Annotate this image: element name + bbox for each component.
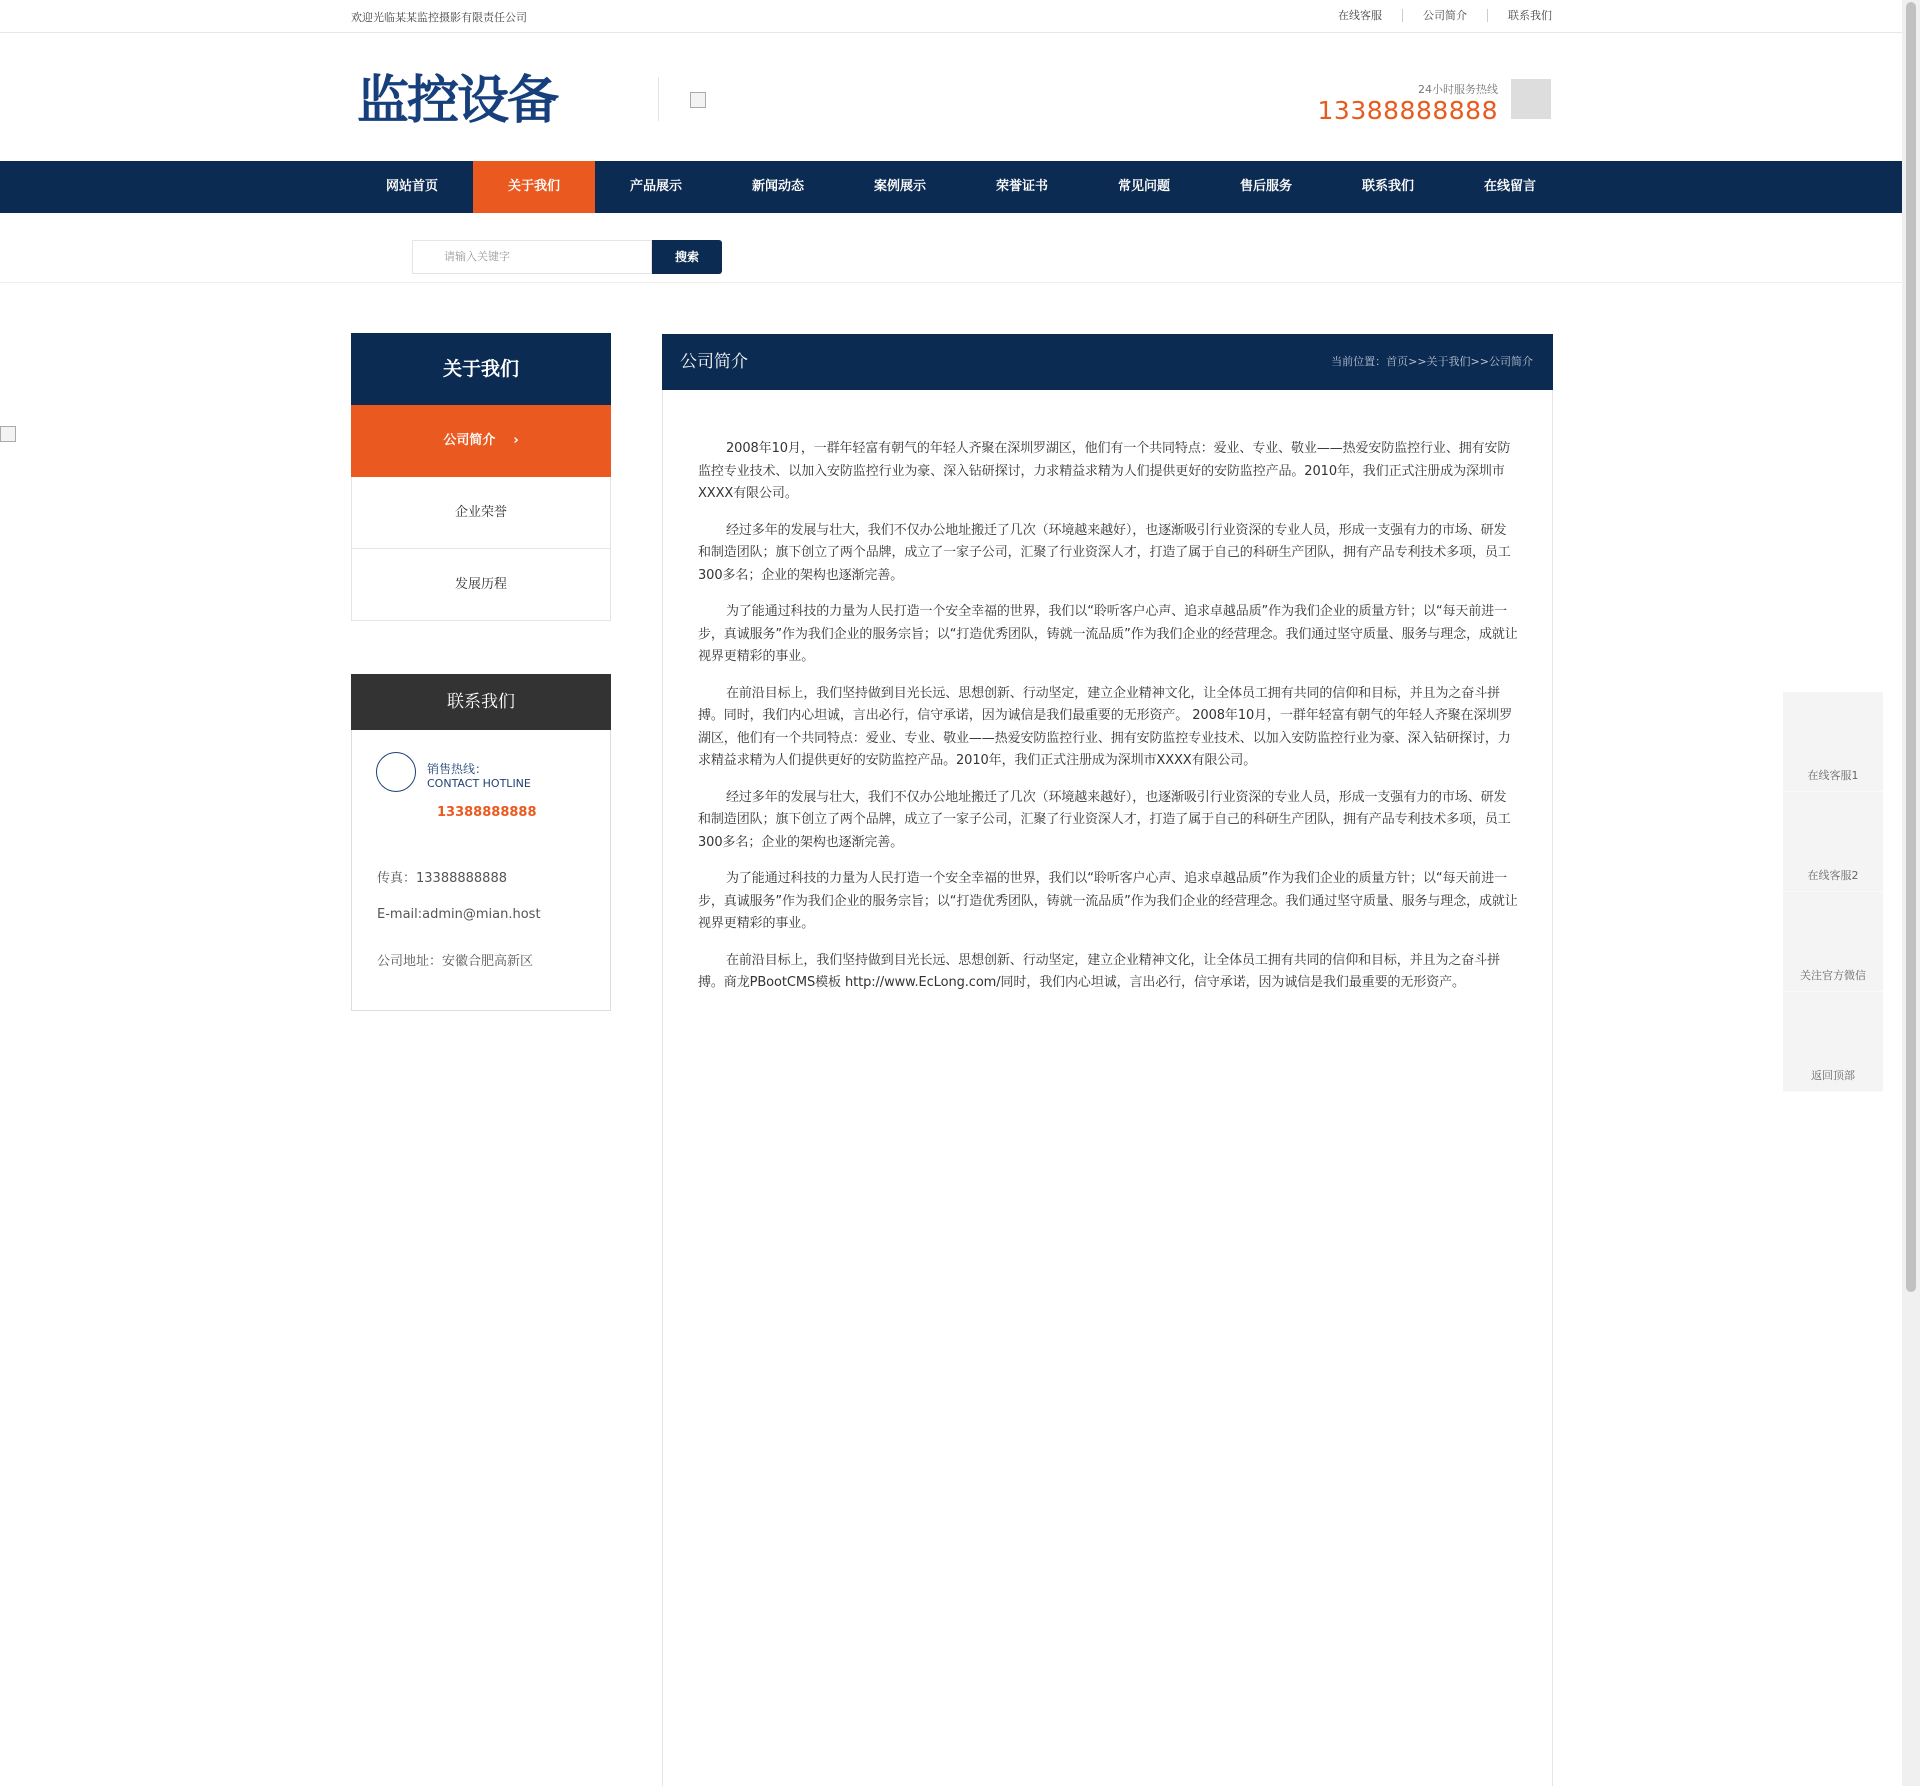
page-title: 公司简介 xyxy=(680,352,748,372)
float-label: 关注官方微信 xyxy=(1800,969,1866,982)
phone-icon xyxy=(1511,79,1551,119)
top-link-contact[interactable]: 联系我们 xyxy=(1487,9,1552,22)
article-paragraph: 为了能通过科技的力量为人民打造一个安全幸福的世界，我们以“聆听客户心声、追求卓越品质”作为我们企业的质量方针；以“每天前进一步，真诚服务”作为我们企业的服务宗旨；以“打造优秀团队，铸就一流品质”作为我们企业的经营理念。我们通过坚守质量、服务与理念，成就让视界更精彩的事业。 xyxy=(698,871,1518,931)
nav-faq[interactable]: 常见问题 xyxy=(1117,179,1170,194)
article-paragraph-last xyxy=(698,950,1518,995)
main-content xyxy=(662,334,1553,1786)
nav-news[interactable]: 新闻动态 xyxy=(751,179,804,194)
float-back-to-top[interactable] xyxy=(1783,992,1883,1092)
article-link[interactable]: http://www.EcLong.com/ xyxy=(844,975,1001,990)
last-paragraph-before: 在前沿目标上，我们坚持做到目光长远、思想创新、行动坚定，建立企业精神文化，让全体员工拥有共同的信仰和目标，并且为之奋斗拼搏。商龙PBootCMS模板 xyxy=(698,952,1501,990)
breadcrumb: 当前位置：首页>>关于我们>>公司简介 xyxy=(1331,355,1533,368)
header xyxy=(0,33,1902,161)
email-line: E-mail:admin@mian.host xyxy=(377,907,541,922)
logo-divider xyxy=(658,77,659,121)
content-header xyxy=(662,334,1553,390)
article-paragraph: 经过多年的发展与壮大，我们不仅办公地址搬迁了几次（环境越来越好），也逐渐吸引行业资深的专业人员，形成一支强有力的市场、研发和制造团队；旗下创立了两个品牌，成立了一家子公司，汇聚了行业资深人才，打造了属于自己的科研生产团队，拥有产品专利技术多项，员工300多名；企业的架构也逐渐完善。 xyxy=(698,789,1511,850)
side-menu-title: 关于我们 xyxy=(351,333,611,405)
side-item-honors[interactable]: 企业荣誉 xyxy=(351,477,611,549)
float-label: 在线客服2 xyxy=(1807,869,1859,882)
float-label: 在线客服1 xyxy=(1807,769,1859,782)
nav-about[interactable]: 关于我们 xyxy=(473,161,595,213)
side-item-label: 公司简介 xyxy=(443,433,496,448)
article xyxy=(698,438,1518,1009)
nav-honors[interactable]: 荣誉证书 xyxy=(995,179,1048,194)
article-paragraph: 经过多年的发展与壮大，我们不仅办公地址搬迁了几次（环境越来越好），也逐渐吸引行业资深的专业人员，形成一支强有力的市场、研发和制造团队；旗下创立了两个品牌，成立了一家子公司，汇聚了行业资深人才，打造了属于自己的科研生产团队，拥有产品专利技术多项，员工300多名；企业的架构也逐渐完善。 xyxy=(698,522,1511,583)
floating-bar xyxy=(1783,692,1883,1092)
scrollbar-track[interactable] xyxy=(1902,0,1920,1786)
main-nav xyxy=(0,161,1902,213)
contact-title: 联系我们 xyxy=(351,674,611,730)
side-item-history[interactable]: 发展历程 xyxy=(351,549,611,621)
float-online-service-1[interactable] xyxy=(1783,692,1883,792)
scrollbar-thumb[interactable] xyxy=(1906,2,1916,1292)
nav-home[interactable]: 网站首页 xyxy=(385,179,438,194)
float-wechat[interactable] xyxy=(1783,892,1883,992)
search-input[interactable]: 请输入关键字 xyxy=(412,240,652,274)
float-label: 返回顶部 xyxy=(1811,1069,1855,1082)
top-bar xyxy=(0,0,1902,33)
phone-circle-icon xyxy=(376,752,416,792)
top-link-online-service[interactable]: 在线客服 xyxy=(1338,9,1382,22)
search-button[interactable]: 搜索 xyxy=(652,240,722,274)
fax-line: 传真：13388888888 xyxy=(377,871,507,886)
search-area xyxy=(0,213,1902,283)
broken-image-icon xyxy=(690,92,706,108)
top-links xyxy=(1318,9,1552,22)
article-paragraph: 为了能通过科技的力量为人民打造一个安全幸福的世界，我们以“聆听客户心声、追求卓越品质”作为我们企业的质量方针；以“每天前进一步，真诚服务”作为我们企业的服务宗旨；以“打造优秀团队，铸就一流品质”作为我们企业的经营理念。我们通过坚守质量、服务与理念，成就让视界更精彩的事业。 xyxy=(698,604,1518,664)
last-paragraph-after: 同时，我们内心坦诚，言出必行，信守承诺，因为诚信是我们最重要的无形资产。 xyxy=(1000,975,1465,990)
sales-number: 13388888888 xyxy=(437,805,537,820)
float-online-service-2[interactable] xyxy=(1783,792,1883,892)
article-paragraph: 2008年10月，一群年轻富有朝气的年轻人齐聚在深圳罗湖区，他们有一个共同特点：爱业、专业、敬业——热爱安防监控行业、拥有安防监控专业技术、以加入安防监控行业为豪、深入钻研探讨，力求精益求精为人们提供更好的安防监控产品。2010年，我们正式注册成为深圳市XXXX有限公司。 xyxy=(698,441,1511,501)
top-link-company-intro[interactable]: 公司简介 xyxy=(1402,9,1487,22)
hotline xyxy=(1318,81,1498,125)
article-paragraph: 在前沿目标上，我们坚持做到目光长远、思想创新、行动坚定，建立企业精神文化，让全体员工拥有共同的信仰和目标，并且为之奋斗拼搏。同时，我们内心坦诚，言出必行，信守承诺，因为诚信是我们最重要的无形资产。 2008年10月，一群年轻富有朝气的年轻人齐聚在深圳罗湖区，他们有一个共同特点：爱业、专业、敬业——热爱安防监控行业、拥有安防监控专业技术、以加入安防监控行业为豪、深入钻研探讨，力求精益求精为人们提供更好的安防监控产品。2010年，我们正式注册成为深圳市XXXX有限公司。 xyxy=(698,685,1513,768)
broken-banner-icon xyxy=(0,426,16,442)
nav-message[interactable]: 在线留言 xyxy=(1483,179,1536,194)
chevron-right-icon: › xyxy=(513,433,519,448)
sales-label: 销售热线： xyxy=(427,762,488,776)
contact-box xyxy=(351,674,611,1011)
side-menu xyxy=(351,333,611,621)
site-logo[interactable]: 监控设备 xyxy=(357,71,558,131)
hotline-number: 13388888888 xyxy=(1317,96,1498,125)
side-item-company-intro[interactable] xyxy=(351,405,611,477)
nav-contact[interactable]: 联系我们 xyxy=(1361,179,1414,194)
nav-cases[interactable]: 案例展示 xyxy=(873,179,926,194)
nav-products[interactable]: 产品展示 xyxy=(629,179,682,194)
nav-after-sales[interactable]: 售后服务 xyxy=(1239,179,1292,194)
hotline-label: 24小时服务热线 xyxy=(1418,83,1498,96)
address-line: 公司地址：安徽合肥高新区 xyxy=(377,954,534,969)
sales-en-label: CONTACT HOTLINE xyxy=(427,777,531,790)
welcome-text: 欢迎光临某某监控摄影有限责任公司 xyxy=(351,11,527,24)
